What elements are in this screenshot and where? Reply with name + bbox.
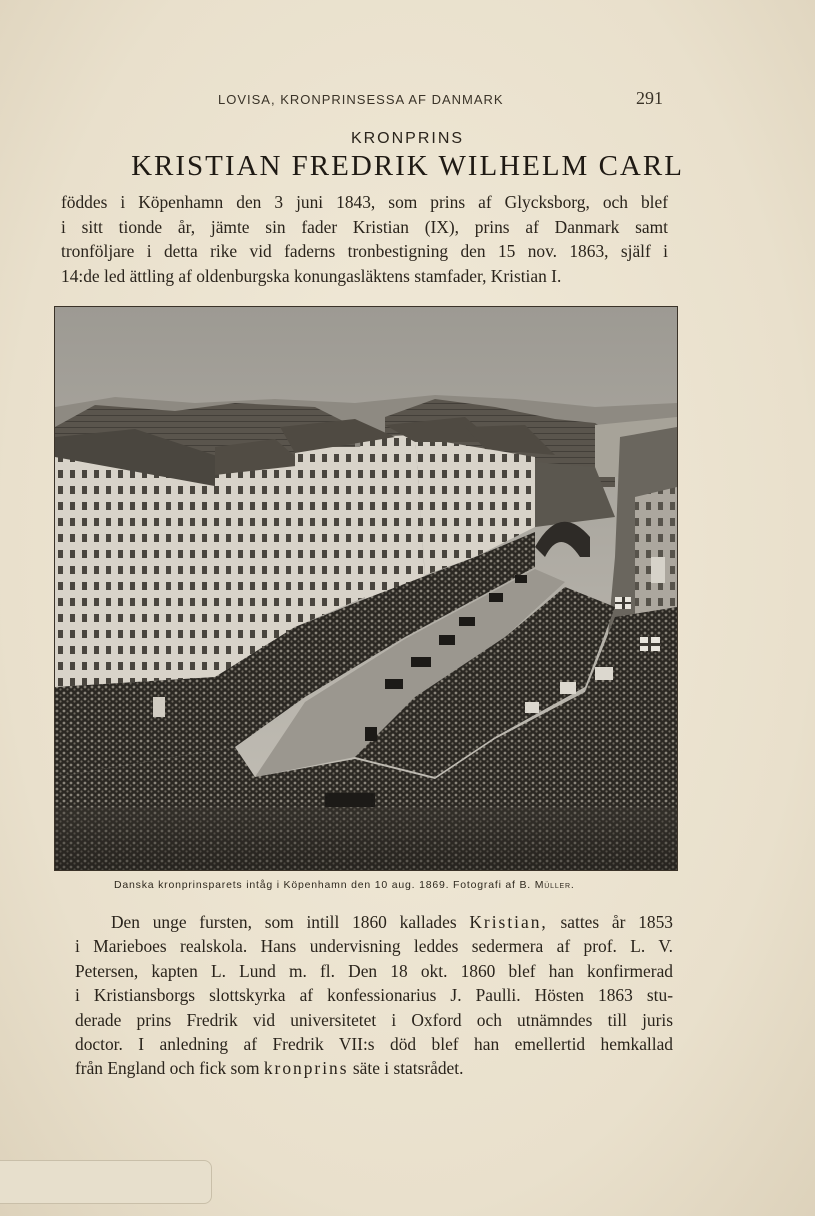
figure-caption (114, 879, 575, 891)
photographer-name: Müller. (534, 879, 575, 891)
body-paragraph (75, 910, 673, 1081)
procession-photograph (54, 306, 678, 871)
emphasized-title: kronprins (263, 1058, 349, 1079)
intro-line: tronföljare i detta rike vid faderns tronbestigning den 15 nov. 1863, själf i (61, 241, 668, 261)
page-tab-marker (0, 1160, 212, 1204)
body-line: doctor. I anledning af Fredrik VII:s död blef han emellertid hemkallad (75, 1034, 673, 1055)
building-facade (55, 447, 215, 687)
body-text: sattes år 1853 (560, 912, 673, 932)
intro-line: föddes i Köpenhamn den 3 juni 1843, som prins af Glycksborg, och blef (61, 192, 668, 212)
intro-line: 14:de led ättling af oldenburgska konungasläktens stamfader, Kristian I. (61, 265, 562, 286)
intro-line: i sitt tionde år, jämte sin fader Kristian (IX), prins af Danmark samt (61, 216, 668, 237)
photograph-illustration (55, 307, 677, 870)
running-head: LOVISA, KRONPRINSESSA AF DANMARK (218, 92, 504, 107)
body-line: derade prins Fredrik vid universitetet i Oxford och utnämndes till juris (75, 1009, 673, 1030)
title-kicker: KRONPRINS (350, 130, 465, 147)
body-line: i Marieboes realskola. Hans undervisning leddes sedermera af prof. L. V. (75, 936, 673, 957)
body-line (75, 910, 673, 934)
body-line: i Kristiansborgs slottskyrka af konfessionarius J. Paulli. Hösten 1863 stu- (75, 985, 673, 1006)
figure-caption-text: Danska kronprinsparets intåg i Köpenhamn den 10 aug. 1869. Fotografi af B. (114, 879, 532, 891)
body-text: Den unge fursten, som intill 1860 kallades (111, 912, 457, 932)
body-text: från England och fick som (75, 1058, 260, 1079)
body-text: säte i statsrådet. (352, 1058, 464, 1079)
body-line: Petersen, kapten L. Lund m. fl. Den 18 okt. 1860 blef han konfirmerad (75, 960, 673, 981)
page-title: KRISTIAN FREDRIK WILHELM CARL (131, 150, 684, 182)
emphasized-name: Kristian, (469, 912, 548, 932)
intro-paragraph (61, 190, 668, 288)
page-number: 291 (636, 88, 663, 108)
body-line (75, 1056, 673, 1080)
